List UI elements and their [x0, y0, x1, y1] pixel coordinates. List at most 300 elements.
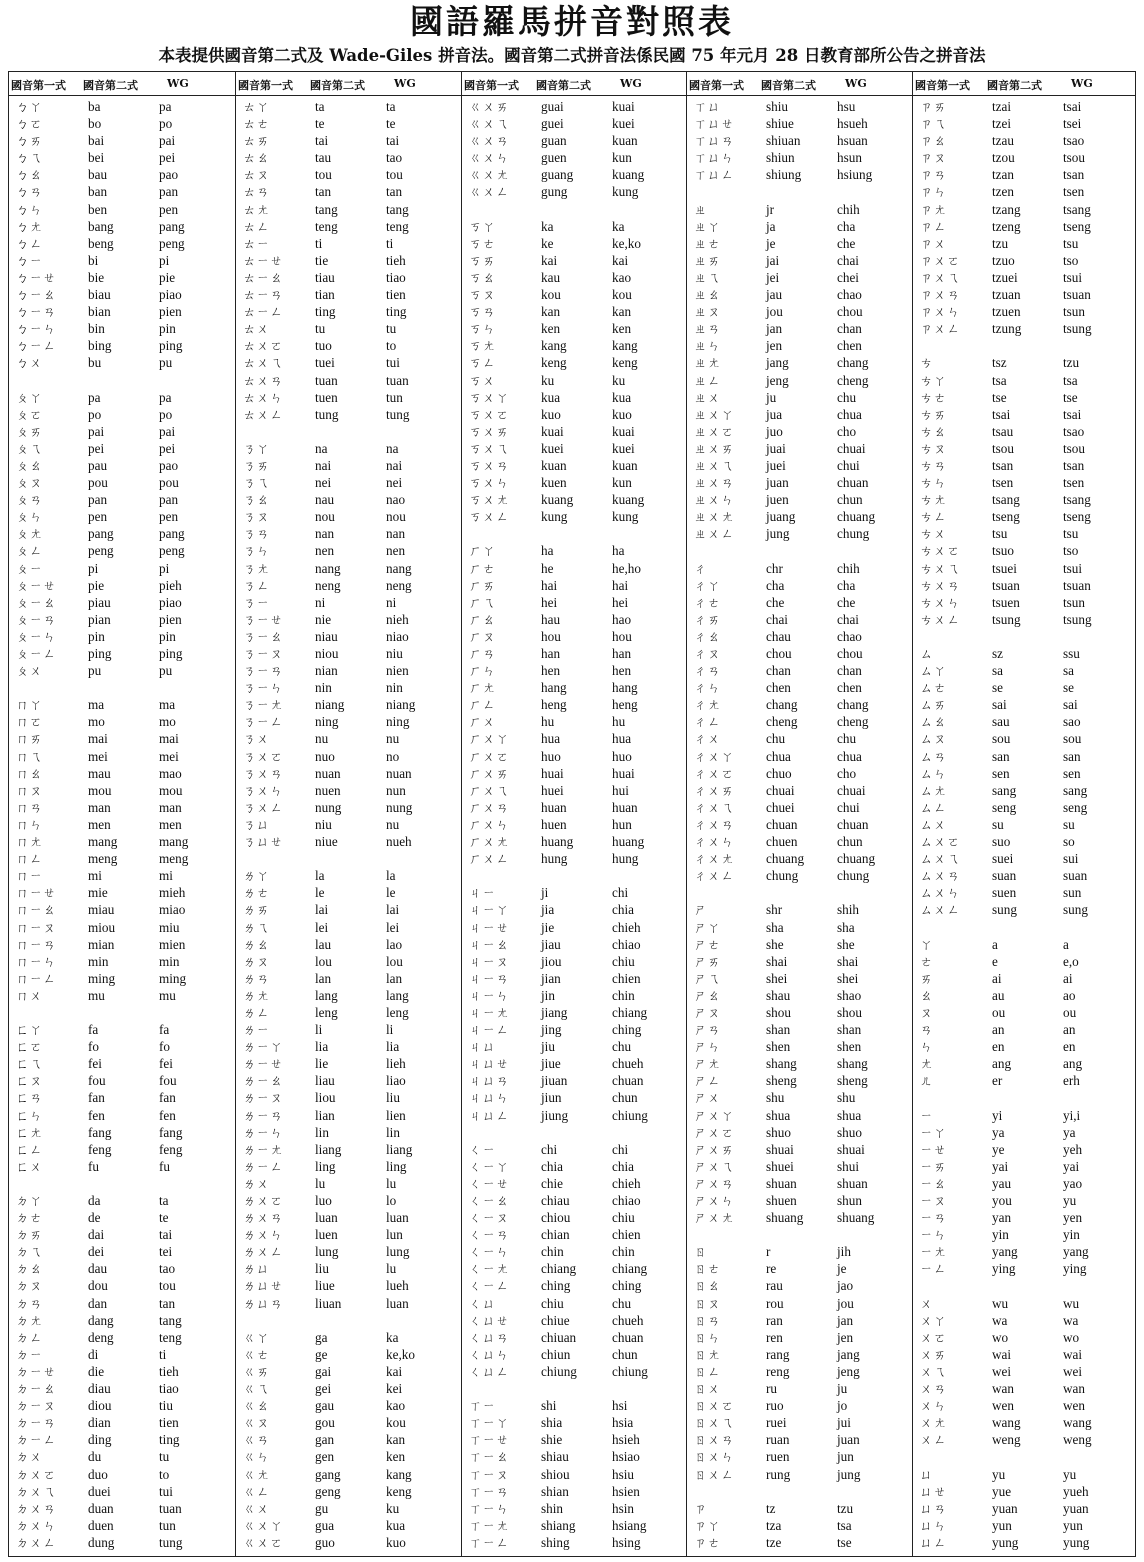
wg-cell: fu	[159, 1158, 170, 1174]
mps2-cell: shiun	[766, 150, 795, 166]
zhuyin-cell: ㄌㄚ	[243, 868, 271, 884]
wg-cell: chen	[837, 680, 862, 696]
mps2-cell: piau	[88, 594, 111, 610]
mps2-cell: ta	[315, 99, 325, 114]
table-row	[913, 389, 1135, 406]
mps2-cell: jr	[766, 201, 775, 217]
table-row	[462, 645, 686, 662]
table-row	[9, 320, 235, 337]
zhuyin-cell: ㄗㄠ	[920, 133, 948, 149]
mps2-cell: fei	[88, 1056, 102, 1072]
table-row	[9, 423, 235, 440]
table-row	[236, 252, 461, 269]
table-row	[687, 1312, 912, 1329]
mps2-cell: niue	[315, 834, 338, 850]
table-row	[236, 833, 461, 850]
row-spacer	[9, 1004, 235, 1021]
zhuyin-cell: ㄕㄨㄛ	[694, 1124, 735, 1140]
table-row	[462, 730, 686, 747]
mps2-cell: nai	[315, 457, 332, 473]
zhuyin-cell: ㄘㄨㄟ	[920, 560, 961, 576]
zhuyin-cell: ㄋㄧㄥ	[243, 714, 284, 730]
zhuyin-cell: ㄧㄚ	[920, 1124, 948, 1140]
wg-cell: lu	[386, 1175, 397, 1191]
table-row	[687, 1089, 912, 1106]
mps2-cell: tza	[766, 1517, 782, 1533]
wg-cell: la	[386, 868, 396, 884]
mps2-cell: ban	[88, 184, 108, 200]
zhuyin-cell: ㄧㄣ	[920, 1227, 948, 1243]
zhuyin-cell: ㄌㄢ	[243, 970, 271, 986]
wg-cell: huang	[612, 834, 645, 850]
table-row	[9, 132, 235, 149]
wg-cell: hsiung	[837, 167, 873, 183]
zhuyin-cell: ㄑㄧㄢ	[469, 1227, 510, 1243]
wg-cell: kou	[386, 1415, 406, 1431]
zhuyin-cell: ㄎㄤ	[469, 338, 497, 354]
table-row	[687, 508, 912, 525]
table-row	[236, 98, 461, 115]
table-row	[236, 1141, 461, 1158]
mps2-cell: shou	[766, 1004, 791, 1020]
mps2-cell: duei	[88, 1483, 111, 1499]
table-row	[236, 166, 461, 183]
zhuyin-cell: ㄖㄨㄛ	[694, 1398, 735, 1414]
wg-cell: wen	[1063, 1398, 1085, 1414]
mps2-cell: fou	[88, 1073, 106, 1089]
table-row	[687, 1141, 912, 1158]
zhuyin-cell: ㄘㄣ	[920, 475, 948, 491]
mps2-cell: liang	[315, 1141, 342, 1157]
mps2-cell: jia	[541, 902, 555, 918]
zhuyin-cell: ㄓㄟ	[694, 269, 722, 285]
wg-cell: teng	[159, 1329, 182, 1345]
wg-cell: pi	[159, 252, 170, 268]
mps2-cell: tuen	[315, 389, 338, 405]
table-row	[913, 730, 1135, 747]
mps2-cell: ran	[766, 1312, 783, 1328]
table-row	[913, 201, 1135, 218]
mps2-cell: chuai	[766, 782, 795, 798]
mps2-cell: men	[88, 816, 111, 832]
wg-cell: pien	[159, 611, 182, 627]
wg-cell: e,o	[1063, 953, 1079, 969]
zhuyin-cell: ㄍㄠ	[243, 1398, 271, 1414]
wg-cell: ang	[1063, 1056, 1083, 1072]
mps2-cell: liau	[315, 1073, 335, 1089]
table-row	[462, 987, 686, 1004]
mps2-cell: gan	[315, 1432, 335, 1448]
table-row	[687, 1055, 912, 1072]
wg-cell: yu	[1063, 1193, 1077, 1208]
mps2-cell: dian	[88, 1415, 111, 1431]
table-row	[687, 372, 912, 389]
wg-cell: yen	[1063, 1210, 1083, 1226]
mps2-cell: chuen	[766, 834, 798, 850]
wg-cell: hsiang	[612, 1517, 647, 1533]
mps2-cell: gen	[315, 1449, 335, 1465]
table-row	[236, 748, 461, 765]
wg-cell: ha	[612, 543, 625, 559]
mps2-cell: shu	[766, 1090, 785, 1106]
zhuyin-cell: ㄕㄨㄟ	[694, 1158, 735, 1174]
mps2-cell: jiuan	[541, 1073, 568, 1089]
table-row	[236, 816, 461, 833]
mps2-cell: shiau	[541, 1449, 569, 1465]
wg-cell: pang	[159, 218, 185, 234]
mps2-cell: na	[315, 440, 328, 456]
zhuyin-cell: ㄖㄨ	[694, 1381, 722, 1397]
table-row	[462, 1500, 686, 1517]
table-row	[687, 953, 912, 970]
wg-cell: kei	[386, 1381, 403, 1397]
table-row	[462, 970, 686, 987]
mps2-cell: shia	[541, 1415, 563, 1431]
mps2-cell: peng	[88, 543, 114, 559]
zhuyin-cell: ㄔㄤ	[694, 697, 722, 713]
wg-cell: shai	[837, 953, 859, 969]
wg-cell: liu	[386, 1090, 400, 1106]
table-row	[913, 662, 1135, 679]
zhuyin-cell: ㄐㄧ	[469, 885, 497, 901]
zhuyin-cell: ㄕㄨㄞ	[694, 1141, 735, 1157]
mps2-cell: kou	[541, 287, 561, 303]
wg-cell: yu	[1063, 1466, 1077, 1482]
zhuyin-cell: ㄈㄛ	[16, 1039, 44, 1055]
wg-cell: kung	[612, 184, 639, 200]
zhuyin-cell: ㄓㄚ	[694, 218, 722, 234]
table-row	[236, 1329, 461, 1346]
mps2-cell: tu	[315, 321, 326, 337]
column-header	[913, 72, 1135, 96]
zhuyin-cell: ㄊㄜ	[243, 116, 271, 132]
zhuyin-cell: ㄆㄢ	[16, 492, 44, 508]
mps2-cell: tz	[766, 1500, 776, 1516]
wg-cell: pin	[159, 321, 176, 337]
table-row	[9, 1192, 235, 1209]
mps2-cell: suan	[992, 868, 1017, 884]
mps2-cell: nie	[315, 611, 332, 627]
zhuyin-cell: ㄆㄧㄢ	[16, 611, 57, 627]
zhuyin-cell: ㄊㄨㄢ	[243, 372, 284, 388]
zhuyin-cell: ㄧㄠ	[920, 1175, 948, 1191]
table-row	[462, 1107, 686, 1124]
table-row	[236, 645, 461, 662]
wg-cell: ya	[1063, 1124, 1076, 1140]
table-row	[236, 1175, 461, 1192]
table-row	[236, 730, 461, 747]
wg-cell: ting	[159, 1432, 180, 1448]
zhuyin-cell: ㄕㄤ	[694, 1056, 722, 1072]
table-row	[462, 252, 686, 269]
mps2-cell: gei	[315, 1381, 332, 1397]
mps2-cell: tzei	[992, 116, 1012, 132]
table-row	[236, 594, 461, 611]
wg-cell: chang	[837, 355, 869, 371]
row-spacer	[462, 525, 686, 542]
zhuyin-cell: ㄗㄡ	[920, 150, 948, 166]
mps2-cell: su	[992, 816, 1004, 832]
zhuyin-cell: ㄈㄥ	[16, 1141, 44, 1157]
table-row	[9, 1466, 235, 1483]
wg-cell: tou	[386, 167, 403, 183]
mps2-cell: bang	[88, 218, 114, 234]
wg-cell: pa	[159, 389, 172, 405]
wg-cell: nien	[386, 663, 409, 679]
zhuyin-cell: ㄏㄢ	[469, 646, 497, 661]
zhuyin-cell: ㄆㄣ	[16, 509, 44, 525]
table-row	[913, 372, 1135, 389]
mps2-cell: luen	[315, 1227, 338, 1243]
mps2-cell: tsau	[992, 423, 1014, 439]
table-row	[9, 953, 235, 970]
wg-cell: shang	[837, 1056, 868, 1072]
zhuyin-cell: ㄙㄞ	[920, 697, 948, 713]
table-row	[687, 1038, 912, 1055]
wg-cell: ning	[386, 714, 410, 730]
wg-cell: chung	[837, 868, 870, 884]
wg-cell: chia	[612, 902, 634, 918]
wg-cell: mi	[159, 868, 173, 884]
zhuyin-cell: ㄔㄨㄤ	[694, 851, 735, 867]
zhuyin-cell: ㄌㄧㄣ	[243, 1124, 284, 1140]
mps2-cell: chia	[541, 1158, 563, 1174]
table-row	[9, 1226, 235, 1243]
wg-cell: ting	[386, 304, 407, 320]
zhuyin-cell: ㄋㄧㄣ	[243, 680, 284, 696]
mps2-cell: chie	[541, 1175, 563, 1191]
table-row	[462, 713, 686, 730]
wg-cell: tiao	[386, 269, 406, 285]
mps2-cell: jua	[766, 406, 783, 422]
wg-cell: tou	[159, 1278, 176, 1294]
mps2-cell: tseng	[992, 509, 1020, 525]
table-row	[462, 1260, 686, 1277]
mps2-cell: jiou	[541, 953, 562, 969]
zhuyin-cell: ㄉㄥ	[16, 1329, 44, 1345]
zhuyin-cell: ㄐㄩㄢ	[469, 1073, 510, 1089]
wg-cell: hsi	[612, 1398, 628, 1414]
mps2-cell: pian	[88, 611, 111, 627]
mps2-cell: yu	[992, 1466, 1006, 1482]
wg-cell: jo	[837, 1398, 848, 1414]
table-row	[687, 1517, 912, 1534]
mps2-cell: kua	[541, 389, 561, 405]
wg-cell: su	[1063, 816, 1075, 832]
table-row	[913, 525, 1135, 542]
wg-cell: en	[1063, 1039, 1076, 1055]
zhuyin-cell: ㄈㄣ	[16, 1107, 44, 1123]
mps2-cell: wai	[992, 1346, 1012, 1362]
mps2-cell: tzau	[992, 133, 1014, 149]
table-row	[913, 1192, 1135, 1209]
zhuyin-cell: ㄓㄨㄞ	[694, 440, 735, 456]
zhuyin-cell: ㄨㄞ	[920, 1346, 948, 1362]
wg-cell: yeh	[1063, 1141, 1083, 1157]
mps2-cell: bo	[88, 116, 102, 132]
table-row	[913, 1021, 1135, 1038]
zhuyin-cell: ㄎㄨ	[469, 372, 497, 388]
mps2-cell: tsen	[992, 475, 1014, 491]
table-row	[913, 1072, 1135, 1089]
table-row	[236, 1243, 461, 1260]
table-row	[9, 867, 235, 884]
mps2-cell: shian	[541, 1483, 569, 1499]
wg-cell: ka	[386, 1329, 399, 1345]
wg-cell: tso	[1063, 252, 1079, 268]
mps2-cell: tsuo	[992, 543, 1014, 559]
row-spacer	[913, 1277, 1135, 1294]
table-row	[687, 1192, 912, 1209]
wg-cell: ching	[612, 1022, 642, 1038]
mps2-cell: jang	[766, 355, 789, 371]
zhuyin-cell: ㄈㄚ	[16, 1022, 44, 1038]
mps2-cell: pang	[88, 526, 114, 542]
zhuyin-cell: ㄉㄧㄥ	[16, 1432, 57, 1448]
mps2-cell: deng	[88, 1329, 114, 1345]
mps2-cell: tuan	[315, 372, 338, 388]
table-row	[687, 628, 912, 645]
table-row	[687, 423, 912, 440]
zhuyin-cell: ㄑㄩㄝ	[469, 1312, 510, 1328]
zhuyin-cell: ㄆㄧ	[16, 560, 44, 576]
mps2-cell: cha	[766, 577, 785, 593]
table-row	[462, 1295, 686, 1312]
table-row	[236, 1517, 461, 1534]
table-row	[236, 679, 461, 696]
mps2-cell: fan	[88, 1090, 105, 1106]
mps2-cell: ken	[541, 321, 561, 337]
zhuyin-cell: ㄉㄧㄠ	[16, 1381, 57, 1397]
mps2-cell: ye	[992, 1141, 1005, 1157]
wg-cell: tsuan	[1063, 287, 1091, 303]
zhuyin-cell: ㄔㄥ	[694, 714, 722, 730]
table-row	[913, 166, 1135, 183]
mps2-cell: mie	[88, 885, 108, 901]
table-row	[913, 423, 1135, 440]
wg-cell: hei	[612, 594, 629, 610]
zhuyin-cell: ㄓㄜ	[694, 235, 722, 251]
wg-cell: chuang	[837, 851, 876, 867]
zhuyin-cell: ㄋㄨ	[243, 731, 271, 747]
mps2-cell: shuo	[766, 1124, 791, 1140]
zhuyin-cell: ㄧㄥ	[920, 1261, 948, 1277]
zhuyin-cell: ㄨㄟ	[920, 1363, 948, 1379]
wg-cell: kan	[612, 304, 632, 320]
mps2-cell: cheng	[766, 714, 798, 730]
zhuyin-cell: ㄑㄧㄣ	[469, 1244, 510, 1260]
zhuyin-cell: ㄔㄡ	[694, 646, 722, 661]
table-row	[9, 286, 235, 303]
zhuyin-cell: ㄕㄠ	[694, 987, 722, 1003]
mps2-cell: gua	[315, 1517, 335, 1533]
mps2-cell: jing	[541, 1022, 562, 1038]
zhuyin-cell: ㄆㄨ	[16, 663, 44, 679]
table-row	[236, 542, 461, 559]
mps2-cell: tau	[315, 150, 332, 166]
table-row	[9, 1038, 235, 1055]
mps2-cell: sheng	[766, 1073, 797, 1089]
mps2-cell: er	[992, 1073, 1003, 1089]
wg-cell: tieh	[159, 1363, 179, 1379]
wg-cell: niang	[386, 697, 416, 713]
wg-cell: tu	[386, 321, 397, 337]
mps2-cell: bing	[88, 338, 112, 354]
row-spacer	[913, 1448, 1135, 1465]
header-zhuyin: 國音第一式	[238, 79, 293, 92]
mps2-cell: ping	[88, 646, 112, 661]
mps2-cell: chiang	[541, 1261, 577, 1277]
mps2-cell: lie	[315, 1056, 329, 1072]
zhuyin-cell: ㄅㄠ	[16, 167, 44, 183]
wg-cell: kou	[612, 287, 632, 303]
mps2-cell: tsz	[992, 355, 1007, 371]
zhuyin-cell: ㄋㄡ	[243, 509, 271, 525]
wg-cell: chuai	[837, 440, 866, 456]
wg-cell: keng	[612, 355, 638, 371]
mps2-cell: chiu	[541, 1295, 564, 1311]
table-row	[913, 748, 1135, 765]
table-row	[236, 235, 461, 252]
wg-cell: shuai	[837, 1141, 865, 1157]
table-row	[9, 1158, 235, 1175]
mps2-cell: ma	[88, 697, 105, 713]
mps2-cell: liue	[315, 1278, 335, 1294]
mps2-cell: chou	[766, 646, 792, 661]
wg-cell: pa	[159, 99, 172, 114]
wg-cell: chuai	[837, 782, 866, 798]
zhuyin-cell: ㄉㄧㄢ	[16, 1415, 57, 1431]
zhuyin-cell: ㄘㄨㄛ	[920, 543, 961, 559]
mps2-cell: jung	[766, 526, 790, 542]
table-row	[462, 936, 686, 953]
wg-cell: niu	[386, 646, 403, 661]
table-row	[913, 252, 1135, 269]
zhuyin-cell: ㄊㄡ	[243, 167, 271, 183]
wg-cell: wo	[1063, 1329, 1080, 1345]
table-row	[687, 1431, 912, 1448]
zhuyin-cell: ㄘㄚ	[920, 372, 948, 388]
table-row	[236, 765, 461, 782]
zhuyin-cell: ㄇㄛ	[16, 714, 44, 730]
mps2-cell: shuan	[766, 1175, 797, 1191]
row-spacer	[236, 850, 461, 867]
wg-cell: ying	[1063, 1261, 1087, 1277]
mps2-cell: chu	[766, 731, 786, 747]
table-row	[462, 1158, 686, 1175]
mps2-cell: tai	[315, 133, 329, 149]
table-row	[462, 1038, 686, 1055]
zhuyin-cell: ㄌㄧ	[243, 1022, 271, 1038]
wg-cell: feng	[159, 1141, 183, 1157]
wg-cell: chua	[837, 406, 862, 422]
mps2-cell: nu	[315, 731, 329, 747]
wg-cell: chu	[837, 731, 857, 747]
mps2-cell: neng	[315, 577, 341, 593]
mps2-cell: guo	[315, 1534, 335, 1550]
wg-cell: hung	[612, 851, 639, 867]
table-row	[236, 525, 461, 542]
zhuyin-cell: ㄎㄨㄟ	[469, 440, 510, 456]
zhuyin-cell: ㄘㄢ	[920, 457, 948, 473]
mps2-cell: chuang	[766, 851, 805, 867]
mps2-cell: au	[992, 987, 1005, 1003]
zhuyin-cell: ㄙㄨㄛ	[920, 834, 961, 850]
table-row	[913, 1209, 1135, 1226]
zhuyin-cell: ㄘㄨㄥ	[920, 611, 961, 627]
wg-cell: ka	[612, 218, 625, 234]
mps2-cell: heng	[541, 697, 567, 713]
